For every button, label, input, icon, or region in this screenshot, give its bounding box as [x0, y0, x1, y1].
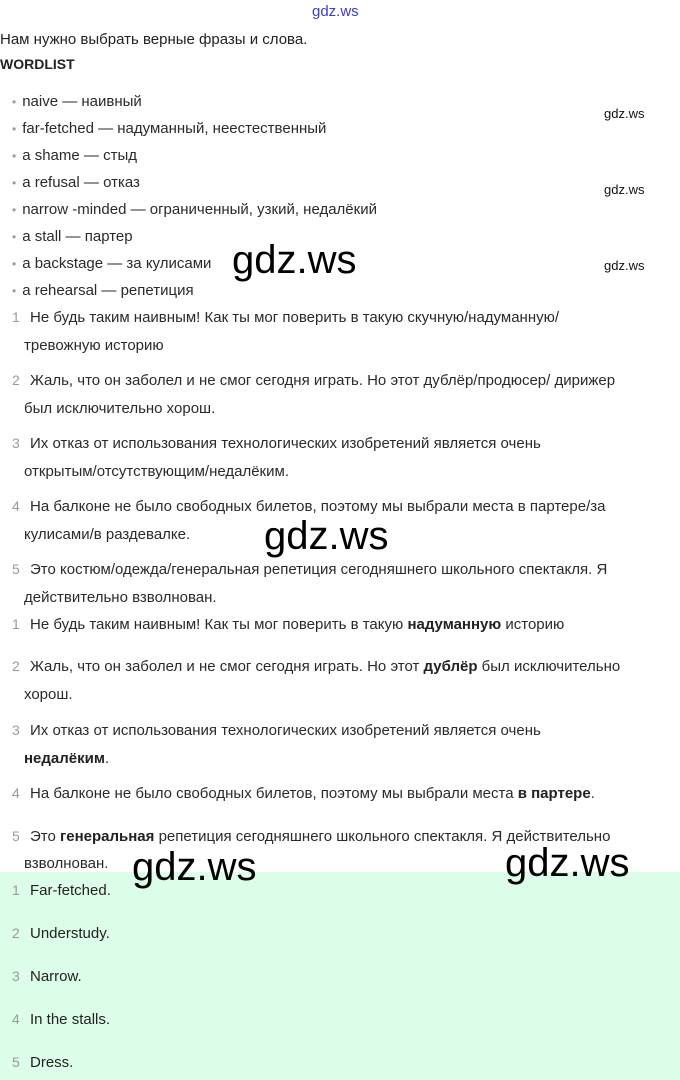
solution-item-continuation: хорош.: [24, 686, 73, 703]
watermark-large: gdz.ws: [505, 841, 630, 885]
watermark-top: gdz.ws: [312, 3, 359, 20]
item-number: 1: [12, 616, 20, 632]
answer-word: генеральная: [60, 828, 155, 845]
answer-word: недалёким: [24, 750, 105, 767]
task-item: 3 Их отказ от использования технологических изобретений является очень: [12, 435, 541, 452]
item-number: 4: [12, 1011, 20, 1027]
wordlist-title: WORDLIST: [0, 56, 75, 72]
bullet-icon: •: [12, 230, 17, 244]
wordlist-item: • naive — наивный: [12, 93, 142, 110]
bullet-icon: •: [12, 257, 17, 271]
item-number: 5: [12, 1054, 20, 1070]
answer-word: надуманную: [407, 616, 502, 633]
task-item-continuation: открытым/отсутствующим/недалёким.: [24, 463, 289, 480]
watermark-small: gdz.ws: [604, 258, 645, 273]
item-number: 5: [12, 561, 20, 577]
bullet-icon: •: [12, 122, 17, 136]
task-item: 1 Не будь таким наивным! Как ты мог поверить в такую скучную/надуманную/: [12, 309, 560, 326]
answers-block: [0, 872, 680, 1080]
item-number: 4: [12, 498, 20, 514]
bullet-icon: •: [12, 203, 17, 217]
watermark-large: gdz.ws: [232, 238, 357, 282]
task-item: 2 Жаль, что он заболел и не смог сегодня играть. Но этот дублёр/продюсер/ дирижер: [12, 372, 616, 389]
watermark-large: gdz.ws: [264, 514, 389, 558]
task-item-continuation: кулисами/в раздевалке.: [24, 526, 191, 543]
item-number: 1: [12, 309, 20, 325]
wordlist-item: • a backstage — за кулисами: [12, 255, 212, 272]
answer-item: 2 Understudy.: [12, 925, 110, 942]
watermark-small: gdz.ws: [604, 106, 645, 121]
answer-item: 5 Dress.: [12, 1054, 74, 1071]
task-item: 4 На балконе не было свободных билетов, поэтому мы выбрали места в партере/за: [12, 498, 606, 515]
solution-item: 4 На балконе не было свободных билетов, поэтому мы выбрали места в партере.: [12, 785, 595, 802]
answer-word: в партере: [517, 785, 591, 802]
item-number: 2: [12, 658, 20, 674]
solution-item: 1 Не будь таким наивным! Как ты мог поверить в такую надуманную историю: [12, 616, 565, 633]
solution-item: 3 Их отказ от использования технологических изобретений является очень: [12, 722, 541, 739]
item-number: 1: [12, 882, 20, 898]
item-number: 3: [12, 435, 20, 451]
solution-item: 2 Жаль, что он заболел и не смог сегодня играть. Но этот дублёр был исключительно: [12, 658, 621, 675]
watermark-small: gdz.ws: [604, 182, 645, 197]
item-number: 5: [12, 828, 20, 844]
bullet-icon: •: [12, 149, 17, 163]
watermark-large: gdz.ws: [132, 845, 257, 889]
bullet-icon: •: [12, 95, 17, 109]
item-number: 2: [12, 372, 20, 388]
answer-item: 3 Narrow.: [12, 968, 82, 985]
task-item-continuation: действительно взволнован.: [24, 589, 217, 606]
solution-item-continuation: недалёким.: [24, 750, 110, 767]
wordlist-item: • a refusal — отказ: [12, 174, 140, 191]
task-item-continuation: был исключительно хорош.: [24, 400, 216, 417]
bullet-icon: •: [12, 284, 17, 298]
task-item: 5 Это костюм/одежда/генеральная репетиция сегодняшнего школьного спектакля. Я: [12, 561, 608, 578]
item-number: 3: [12, 968, 20, 984]
answer-item: 1 Far-fetched.: [12, 882, 111, 899]
wordlist-item: • a stall — партер: [12, 228, 133, 245]
wordlist-item: • a rehearsal — репетиция: [12, 282, 194, 299]
item-number: 2: [12, 925, 20, 941]
wordlist-item: • a shame — стыд: [12, 147, 137, 164]
task-item-continuation: тревожную историю: [24, 337, 164, 354]
intro-text: Нам нужно выбрать верные фразы и слова.: [0, 31, 308, 48]
solution-item-continuation: взволнован.: [24, 855, 109, 872]
item-number: 4: [12, 785, 20, 801]
wordlist-item: • narrow -minded — ограниченный, узкий, недалёкий: [12, 201, 377, 218]
answer-item: 4 In the stalls.: [12, 1011, 111, 1028]
item-number: 3: [12, 722, 20, 738]
solution-item: 5 Это генеральная репетиция сегодняшнего школьного спектакля. Я действительно: [12, 828, 611, 845]
bullet-icon: •: [12, 176, 17, 190]
wordlist-item: • far-fetched — надуманный, неестественный: [12, 120, 327, 137]
answer-word: дублёр: [423, 658, 478, 675]
